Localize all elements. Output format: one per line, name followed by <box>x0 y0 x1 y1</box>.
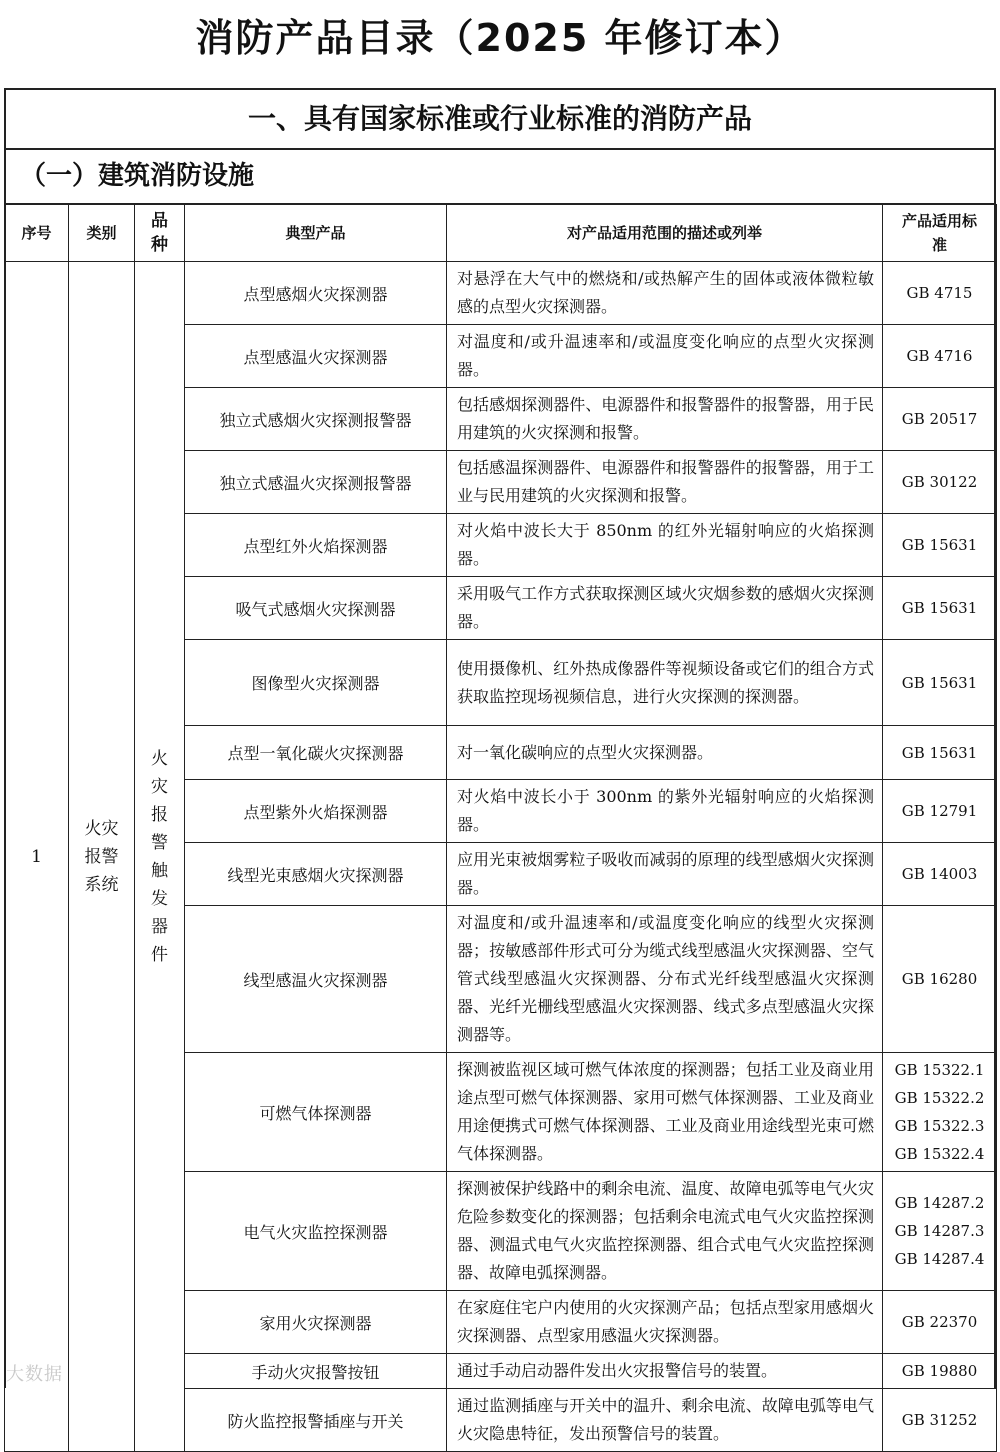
header-seq: 序号 <box>5 205 69 262</box>
description-cell: 探测被监视区域可燃气体浓度的探测器；包括工业及商业用途点型可燃气体探测器、家用可燃气体探测器、工业及商业用途便携式可燃气体探测器、工业及商业用途线型光束可燃气体探测器。 <box>447 1053 883 1172</box>
standard-cell <box>883 1389 997 1452</box>
product-name-cell: 线型感温火灾探测器 <box>185 906 447 1053</box>
standard-cell <box>883 843 997 906</box>
product-name-cell: 独立式感烟火灾探测报警器 <box>185 388 447 451</box>
description-cell: 对温度和/或升温速率和/或温度变化响应的点型火灾探测器。 <box>447 325 883 388</box>
standard-cell <box>883 325 997 388</box>
subsection-heading: （一）建筑消防设施 <box>6 148 994 204</box>
category-cell: 火灾报警系统 <box>69 262 135 1452</box>
standard-code: GB 22370 <box>901 1313 978 1331</box>
standard-cell <box>883 577 997 640</box>
product-name-cell: 吸气式感烟火灾探测器 <box>185 577 447 640</box>
product-name-cell: 点型一氧化碳火灾探测器 <box>185 726 447 780</box>
standard-cell <box>883 780 997 843</box>
description-cell: 对悬浮在大气中的燃烧和/或热解产生的固体或液体微粒敏感的点型火灾探测器。 <box>447 262 883 325</box>
description-cell: 在家庭住宅户内使用的火灾探测产品；包括点型家用感烟火灾探测器、点型家用感温火灾探测器。 <box>447 1291 883 1354</box>
description-cell: 包括感温探测器件、电源器件和报警器件的报警器，用于工业与民用建筑的火灾探测和报警。 <box>447 451 883 514</box>
standard-cell <box>883 1172 997 1291</box>
product-name-cell: 线型光束感烟火灾探测器 <box>185 843 447 906</box>
standard-cell <box>883 1291 997 1354</box>
table-body <box>5 262 997 1452</box>
description-cell: 探测被保护线路中的剩余电流、温度、故障电弧等电气火灾危险参数变化的探测器；包括剩余电流式电气火灾监控探测器、测温式电气火灾监控探测器、组合式电气火灾监控探测器、故障电弧探测器。 <box>447 1172 883 1291</box>
standard-cell <box>883 906 997 1053</box>
watermark-text: 大数据 <box>6 1364 63 1385</box>
standard-code: GB 30122 <box>901 473 978 491</box>
description-cell: 应用光束被烟雾粒子吸收而减弱的原理的线型感烟火灾探测器。 <box>447 843 883 906</box>
standard-code: GB 15631 <box>901 536 978 554</box>
product-name-cell: 图像型火灾探测器 <box>185 640 447 726</box>
product-name-cell: 点型感温火灾探测器 <box>185 325 447 388</box>
table-row <box>5 262 997 325</box>
product-name-cell: 独立式感温火灾探测报警器 <box>185 451 447 514</box>
variety-cell: 火灾报警触发器件 <box>135 262 185 1452</box>
standard-cell <box>883 388 997 451</box>
product-name-cell: 点型感烟火灾探测器 <box>185 262 447 325</box>
standard-code: GB 14287.3 <box>894 1222 985 1240</box>
standard-code: GB 15631 <box>901 673 978 692</box>
standard-code: GB 14287.2 <box>894 1194 985 1212</box>
standard-cell <box>883 451 997 514</box>
table-header-row <box>5 205 997 262</box>
header-product: 典型产品 <box>185 205 447 262</box>
standard-cell <box>883 726 997 780</box>
standard-code: GB 16280 <box>901 970 978 988</box>
standard-code: GB 4716 <box>906 347 973 365</box>
standard-code: GB 20517 <box>901 410 978 428</box>
standard-code: GB 15322.3 <box>894 1117 985 1135</box>
standard-code: GB 19880 <box>901 1362 978 1380</box>
standard-code: GB 15322.1 <box>894 1061 985 1079</box>
description-cell: 包括感烟探测器件、电源器件和报警器件的报警器，用于民用建筑的火灾探测和报警。 <box>447 388 883 451</box>
description-cell: 对温度和/或升温速率和/或温度变化响应的线型火灾探测器；按敏感部件形式可分为缆式线型感温火灾探测器、空气管式线型感温火灾探测器、分布式光纤线型感温火灾探测器、光纤光栅线型感温火灾探测器、线式多点型感温火灾探测器等。 <box>447 906 883 1053</box>
seq-cell: 1 <box>5 262 69 1452</box>
description-cell: 使用摄像机、红外热成像器件等视频设备或它们的组合方式获取监控现场视频信息，进行火灾探测的探测器。 <box>447 640 883 726</box>
standard-code: GB 15322.2 <box>894 1089 985 1107</box>
page-title: 消防产品目录（2025 年修订本） <box>195 16 805 60</box>
section-heading: 一、具有国家标准或行业标准的消防产品 <box>6 90 994 150</box>
product-name-cell: 手动火灾报警按钮 <box>185 1354 447 1389</box>
standard-code: GB 15322.4 <box>894 1145 985 1163</box>
standard-cell <box>883 1354 997 1389</box>
product-name-cell: 点型红外火焰探测器 <box>185 514 447 577</box>
standard-code: GB 4715 <box>906 284 973 302</box>
header-description: 对产品适用范围的描述或列举 <box>447 205 883 262</box>
standard-code: GB 31252 <box>901 1411 978 1429</box>
standard-code: GB 15631 <box>901 743 978 762</box>
description-cell: 通过监测插座与开关中的温升、剩余电流、故障电弧等电气火灾隐患特征，发出预警信号的装置。 <box>447 1389 883 1452</box>
header-category: 类别 <box>69 205 135 262</box>
header-variety: 品种 <box>135 205 185 262</box>
standard-code: GB 12791 <box>901 802 978 820</box>
description-cell: 对火焰中波长大于 850nm 的红外光辐射响应的火焰探测器。 <box>447 514 883 577</box>
standard-code: GB 14003 <box>901 865 978 883</box>
standard-cell <box>883 262 997 325</box>
description-cell: 对火焰中波长小于 300nm 的紫外光辐射响应的火焰探测器。 <box>447 780 883 843</box>
product-name-cell: 家用火灾探测器 <box>185 1291 447 1354</box>
product-name-cell: 点型紫外火焰探测器 <box>185 780 447 843</box>
description-cell: 通过手动启动器件发出火灾报警信号的装置。 <box>447 1354 883 1389</box>
description-cell: 对一氧化碳响应的点型火灾探测器。 <box>447 726 883 780</box>
product-name-cell: 电气火灾监控探测器 <box>185 1172 447 1291</box>
product-name-cell: 防火监控报警插座与开关 <box>185 1389 447 1452</box>
standard-cell <box>883 640 997 726</box>
header-standard: 产品适用标准 <box>883 205 997 262</box>
standard-cell <box>883 1053 997 1172</box>
description-cell: 采用吸气工作方式获取探测区域火灾烟参数的感烟火灾探测器。 <box>447 577 883 640</box>
standard-cell <box>883 514 997 577</box>
standard-code: GB 14287.4 <box>894 1250 985 1268</box>
catalog-frame <box>4 88 996 1443</box>
standard-code: GB 15631 <box>901 599 978 617</box>
product-name-cell: 可燃气体探测器 <box>185 1053 447 1172</box>
product-table <box>4 204 997 1452</box>
